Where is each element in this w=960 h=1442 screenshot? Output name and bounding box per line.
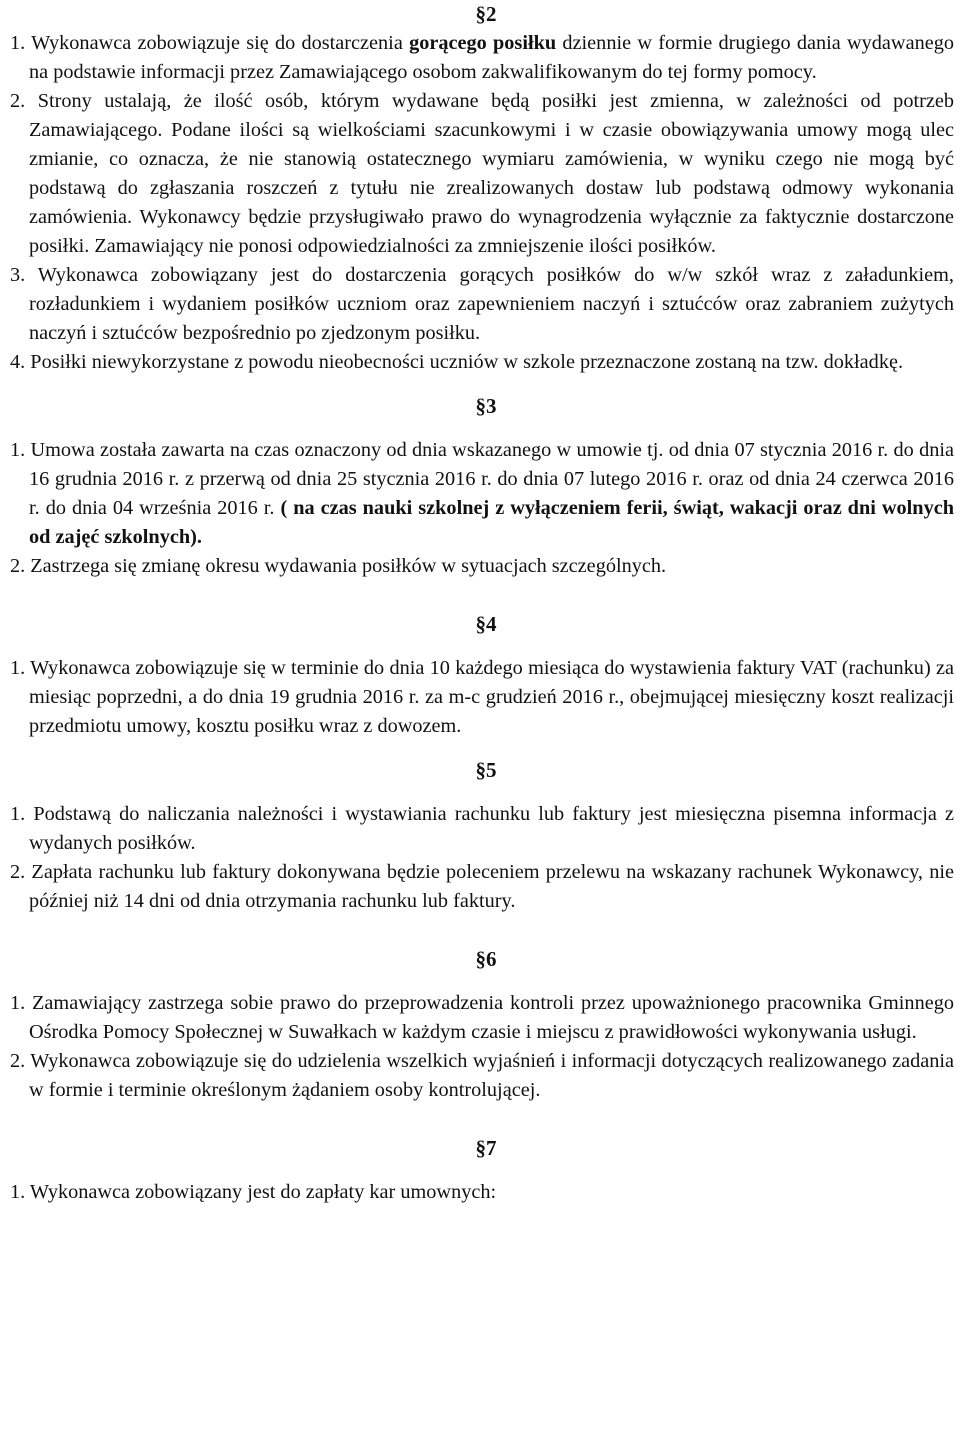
s2-item-1 (4, 29, 956, 87)
section-heading-3: §3 (475, 394, 497, 418)
item-number: 2. (10, 90, 26, 112)
item-text: Podstawą do naliczania należności i wystawiania rachunku lub faktury jest miesięczna pisemna informacja z wydanych posiłków. (25, 803, 954, 854)
s3-item-1 (4, 436, 956, 552)
s6-item-1 (4, 989, 956, 1047)
item-number: 2. (10, 861, 26, 883)
item-number: 1. (10, 439, 26, 461)
s3-item-2 (4, 552, 956, 581)
s2-item-2 (4, 87, 956, 261)
s4-item-1 (4, 654, 956, 741)
item-text: Wykonawca zobowiązuje się w terminie do dnia 10 każdego miesiąca do wystawienia faktury VAT (rachunku) za miesiąc poprzedni, a do dnia 19 grudnia 2016 r. za m-c grudzień 2016 r., obejmującej miesięczny koszt realizacji przedmiotu umowy, kosztu posiłku wraz z dowozem. (25, 657, 954, 737)
item-text: Zamawiający zastrzega sobie prawo do przeprowadzenia kontroli przez upoważnionego pracownika Gminnego Ośrodka Pomocy Społecznej w Suwałkach w każdym czasie i miejscu z prawidłowości wykonywania usługi. (25, 992, 954, 1043)
item-text-bold: gorącego posiłku (409, 32, 557, 54)
item-number: 1. (10, 32, 26, 54)
item-text: dziennie w formie drugiego dania wydawanego na podstawie informacji przez Zamawiającego osobom zakwalifikowanym do tej formy pomocy. (29, 32, 954, 83)
s7-item-1 (4, 1178, 956, 1207)
item-text: Zastrzega się zmianę okresu wydawania posiłków w sytuacjach szczególnych. (25, 555, 667, 577)
item-text: Wykonawca zobowiązuje się do udzielenia wszelkich wyjaśnień i informacji dotyczących realizowanego zadania w formie i terminie określonym żądaniem osoby kontrolującej. (25, 1050, 954, 1101)
item-text: Wykonawca zobowiązany jest do zapłaty kar umownych: (25, 1181, 497, 1203)
s5-item-2 (4, 858, 956, 916)
item-number: 1. (10, 992, 26, 1014)
item-number: 3. (10, 264, 26, 286)
s2-item-4 (4, 348, 956, 377)
item-number: 1. (10, 1181, 26, 1203)
section-heading-5: §5 (475, 758, 497, 782)
item-text: Strony ustalają, że ilość osób, którym wydawane będą posiłki jest zmienna, w zależności od potrzeb Zamawiającego. Podane ilości są wielkościami szacunkowymi i w czasie obowiązywania umowy mogą ulec zmianie, co oznacza, że nie stanowią ostatecznego wymiaru zamówienia, w wyniku czego nie mogą być podstawą do zgłaszania roszczeń z tytułu nie zrealizowanych dostaw lub podstawą odmowy wykonania zamówienia. Wykonawcy będzie przysługiwało prawo do wynagrodzenia wyłącznie za faktycznie dostarczone posiłki. Zamawiający nie ponosi odpowiedzialności za zmniejszenie ilości posiłków. (25, 90, 954, 257)
item-text: Zapłata rachunku lub faktury dokonywana będzie poleceniem przelewu na wskazany rachunek Wykonawcy, nie później niż 14 dni od dnia otrzymania rachunku lub faktury. (25, 861, 954, 912)
item-text: Wykonawca zobowiązany jest do dostarczenia gorących posiłków do w/w szkół wraz z załadunkiem, rozładunkiem i wydaniem posiłków uczniom oraz zapewnieniem naczyń i sztućców oraz zabraniem zużytych naczyń i sztućców bezpośrednio po zjedzonym posiłku. (25, 264, 954, 344)
section-heading-2: §2 (475, 2, 497, 26)
item-number: 1. (10, 803, 26, 825)
item-number: 1. (10, 657, 26, 679)
s2-item-3 (4, 261, 956, 348)
item-number: 2. (10, 555, 26, 577)
section-heading-6: §6 (475, 947, 497, 971)
item-number: 4. (10, 351, 26, 373)
item-text: Umowa została zawarta na czas oznaczony od dnia wskazanego w umowie tj. od dnia 07 stycznia 2016 r. do dnia 16 grudnia 2016 r. z przerwą od dnia 25 stycznia 2016 r. do dnia 07 lutego 2016 r. oraz od dnia 24 czerwca 2016 r. do dnia 04 września 2016 r. (25, 439, 954, 519)
section-heading-4: §4 (475, 612, 497, 636)
section-heading-7: §7 (475, 1136, 497, 1160)
item-text: Wykonawca zobowiązuje się do dostarczenia (25, 32, 410, 54)
item-number: 2. (10, 1050, 26, 1072)
s6-item-2 (4, 1047, 956, 1105)
s5-item-1 (4, 800, 956, 858)
item-text-bold: ( na czas nauki szkolnej z wyłączeniem ferii, świąt, wakacji oraz dni wolnych od zajęć szkolnych). (29, 497, 954, 548)
item-text: Posiłki niewykorzystane z powodu nieobecności uczniów w szkole przeznaczone zostaną na tzw. dokładkę. (25, 351, 904, 373)
